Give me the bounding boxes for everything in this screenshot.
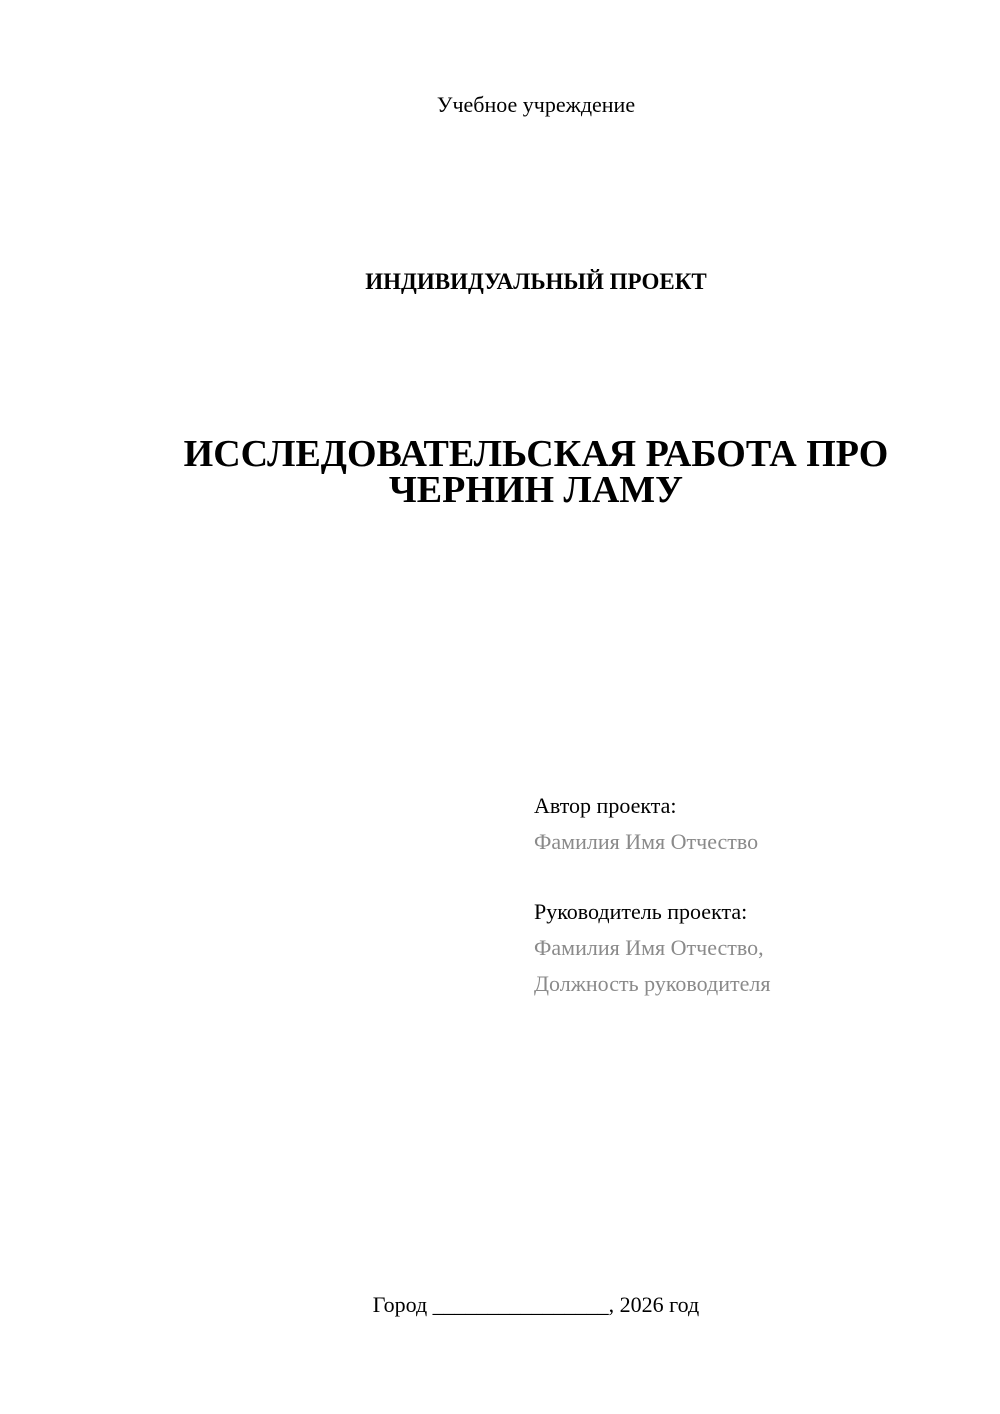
project-info-block: [534, 788, 974, 1002]
year-text: , 2026 год: [608, 1292, 700, 1317]
project-title-line-1: ИССЛЕДОВАТЕЛЬСКАЯ РАБОТА ПРО: [183, 433, 889, 475]
project-title-line-2: ЧЕРНИН ЛАМУ: [388, 469, 684, 511]
supervisor-position-placeholder: Должность руководителя: [534, 971, 771, 996]
supervisor-name-placeholder: Фамилия Имя Отчество,: [534, 935, 764, 960]
author-name-placeholder: Фамилия Имя Отчество: [534, 829, 759, 854]
project-type-heading: ИНДИВИДУАЛЬНЫЙ ПРОЕКТ: [365, 269, 707, 294]
institution-name: Учебное учреждение: [436, 92, 636, 117]
author-label: Автор проекта:: [534, 793, 677, 818]
city-blank: ________________: [432, 1292, 609, 1317]
project-title: [0, 433, 1000, 511]
city-label: Город: [372, 1292, 428, 1317]
city-year-line: [0, 1290, 1000, 1320]
supervisor-label: Руководитель проекта:: [534, 899, 748, 924]
